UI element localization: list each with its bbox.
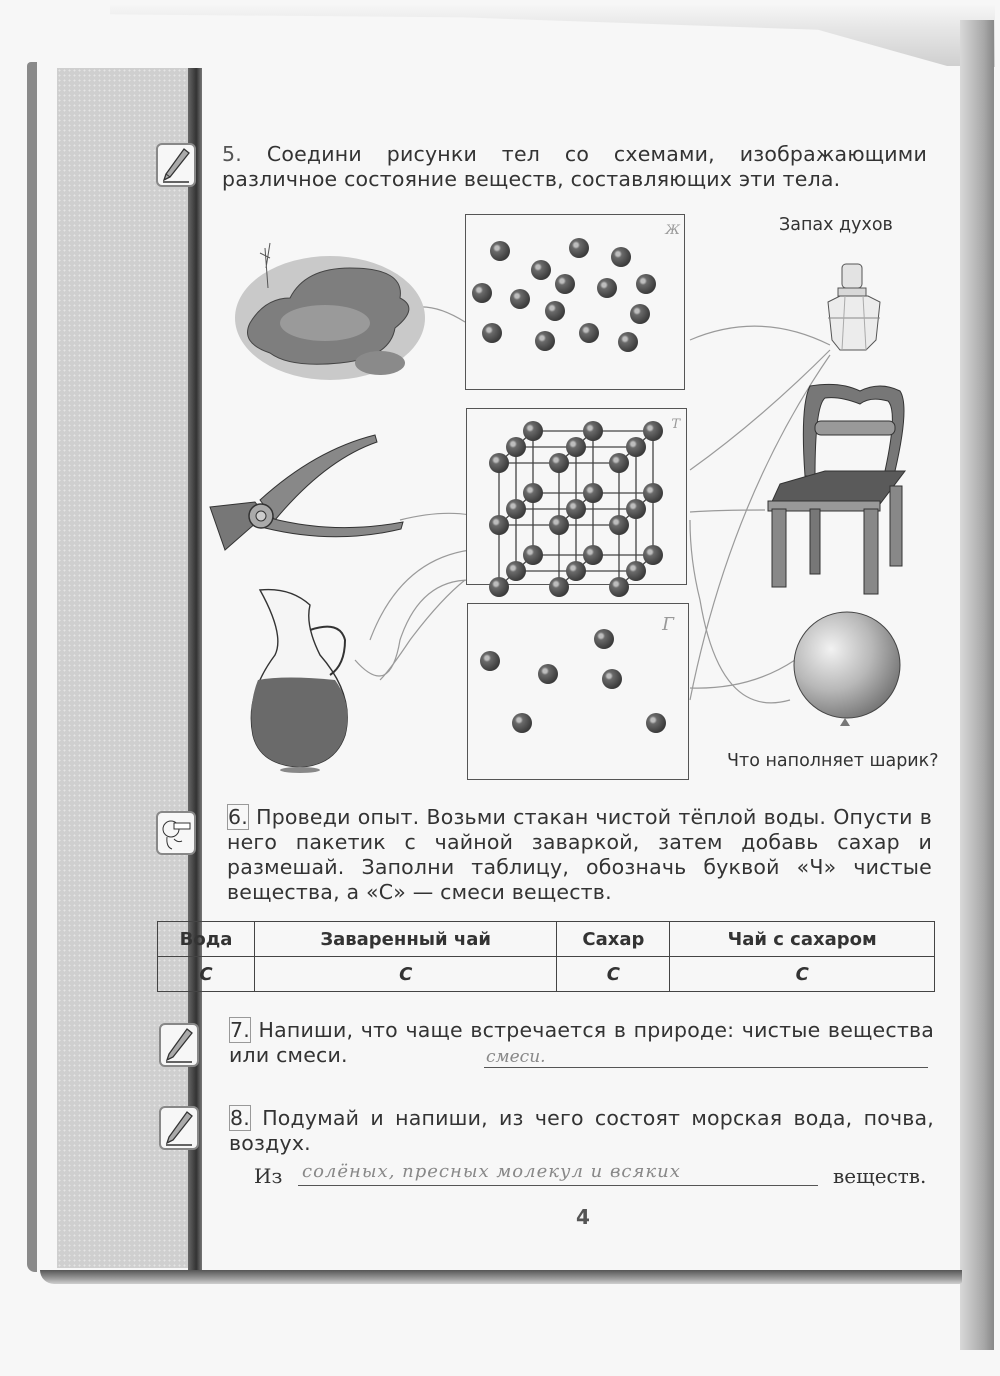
table-header-row: [158, 922, 935, 957]
particle-solid: [643, 421, 663, 441]
particle-solid: [609, 577, 629, 597]
pencil-icon: [159, 1023, 199, 1067]
particle-liquid: [555, 274, 575, 294]
particle-solid: [609, 453, 629, 473]
task-6-number: 6.: [228, 805, 248, 829]
particle-solid: [566, 499, 586, 519]
task-7-answer-field[interactable]: [484, 1047, 928, 1068]
particle-solid: [626, 561, 646, 581]
particle-solid: [583, 545, 603, 565]
particle-solid: [643, 483, 663, 503]
particle-liquid: [482, 323, 502, 343]
task-7-instruction: Напиши, что чаще встречается в природе: чистые вещества или смеси.: [229, 1018, 935, 1067]
handwritten-mark-solid: Т: [671, 417, 680, 432]
perfume-label: Запах духов: [779, 215, 893, 235]
puddle-illustration: [230, 228, 430, 388]
line-balloon-gas: [690, 660, 795, 688]
handwritten-mark-liquid: Ж: [665, 223, 680, 238]
task-8-suffix: веществ.: [833, 1164, 927, 1188]
line-jug-liquid-sketch: [380, 580, 465, 680]
scheme-gas[interactable]: [467, 603, 689, 780]
particle-solid: [523, 545, 543, 565]
perfume-bottle-illustration: [820, 260, 890, 370]
particle-solid: [549, 515, 569, 535]
particle-solid: [489, 515, 509, 535]
answer-cell-brewed-tea[interactable]: С: [255, 957, 557, 992]
particle-liquid: [490, 241, 510, 261]
task-6-instruction: Проведи опыт. Возьми стакан чистой тёплой воды. Опусти в него пакетик с чайной заваркой, затем добавь сахар и размешай. Заполни таблицу, обозначь буквой «Ч» чистые вещества, а «С» — смеси веществ.: [227, 805, 932, 904]
particle-solid: [489, 577, 509, 597]
task-6-text: [227, 805, 932, 905]
particle-solid: [489, 453, 509, 473]
answer-cell-tea-with-sugar[interactable]: С: [670, 957, 935, 992]
particle-solid: [523, 483, 543, 503]
particle-liquid: [569, 238, 589, 258]
table-answer-row: [158, 957, 935, 992]
particle-liquid: [579, 323, 599, 343]
jug-illustration: [245, 585, 385, 775]
particle-liquid: [472, 283, 492, 303]
handwritten-mark-gas: Г: [662, 614, 674, 635]
particle-solid: [506, 561, 526, 581]
particle-liquid: [597, 278, 617, 298]
particle-liquid: [618, 332, 638, 352]
particle-solid: [506, 437, 526, 457]
particle-solid: [549, 453, 569, 473]
header-water: Вода: [158, 922, 255, 957]
task-5-number: 5.: [222, 142, 242, 166]
particle-liquid: [535, 331, 555, 351]
task-8-number: 8.: [230, 1106, 250, 1130]
task-7-number: 7.: [230, 1018, 250, 1042]
chair-illustration: [760, 376, 910, 601]
particle-liquid: [531, 260, 551, 280]
header-tea-with-sugar: Чай с сахаром: [670, 922, 935, 957]
particle-gas: [480, 651, 500, 671]
particle-gas: [646, 713, 666, 733]
scheme-liquid[interactable]: [465, 214, 685, 390]
particle-solid: [583, 483, 603, 503]
particle-gas: [594, 629, 614, 649]
particle-gas: [602, 669, 622, 689]
particle-solid: [643, 545, 663, 565]
particle-gas: [512, 713, 532, 733]
answer-cell-sugar[interactable]: С: [557, 957, 670, 992]
header-brewed-tea: Заваренный чай: [255, 922, 557, 957]
task-8-answer: солёных, пресных молекул и всяких: [302, 1161, 681, 1182]
particle-liquid: [636, 274, 656, 294]
particle-solid: [626, 437, 646, 457]
substances-table: [157, 921, 935, 992]
particle-solid: [583, 421, 603, 441]
balloon-illustration: [790, 608, 910, 728]
particle-solid: [566, 561, 586, 581]
particle-liquid: [630, 304, 650, 324]
particle-solid: [523, 421, 543, 441]
line-perfume-liquid: [690, 326, 830, 345]
particle-gas: [538, 664, 558, 684]
line-pliers-solid: [400, 513, 470, 520]
telescope-boy-icon: [156, 811, 196, 855]
answer-cell-water[interactable]: С: [158, 957, 255, 992]
particle-liquid: [510, 289, 530, 309]
pliers-illustration: [205, 430, 410, 555]
balloon-label: Что наполняет шарик?: [727, 751, 939, 771]
task-7-answer: смеси.: [486, 1047, 546, 1067]
task-5-instruction: Соедини рисунки тел со схемами, изображающими различное состояние веществ, составляющих эти тела.: [222, 142, 927, 191]
particle-solid: [609, 515, 629, 535]
scheme-solid[interactable]: [466, 408, 687, 585]
particle-liquid: [611, 247, 631, 267]
task-8-answer-field[interactable]: [298, 1163, 818, 1186]
task-8-text: [229, 1106, 934, 1156]
page-number: 4: [576, 1205, 590, 1229]
particle-liquid: [545, 301, 565, 321]
header-sugar: Сахар: [557, 922, 670, 957]
particle-solid: [506, 499, 526, 519]
pencil-icon: [159, 1106, 199, 1150]
line-chair-solid: [690, 510, 765, 512]
particle-solid: [549, 577, 569, 597]
task-8-prefix: Из: [254, 1164, 283, 1188]
particle-solid: [566, 437, 586, 457]
task-8-instruction: Подумай и напиши, из чего состоят морская вода, почва, воздух.: [229, 1106, 935, 1155]
particle-solid: [626, 499, 646, 519]
